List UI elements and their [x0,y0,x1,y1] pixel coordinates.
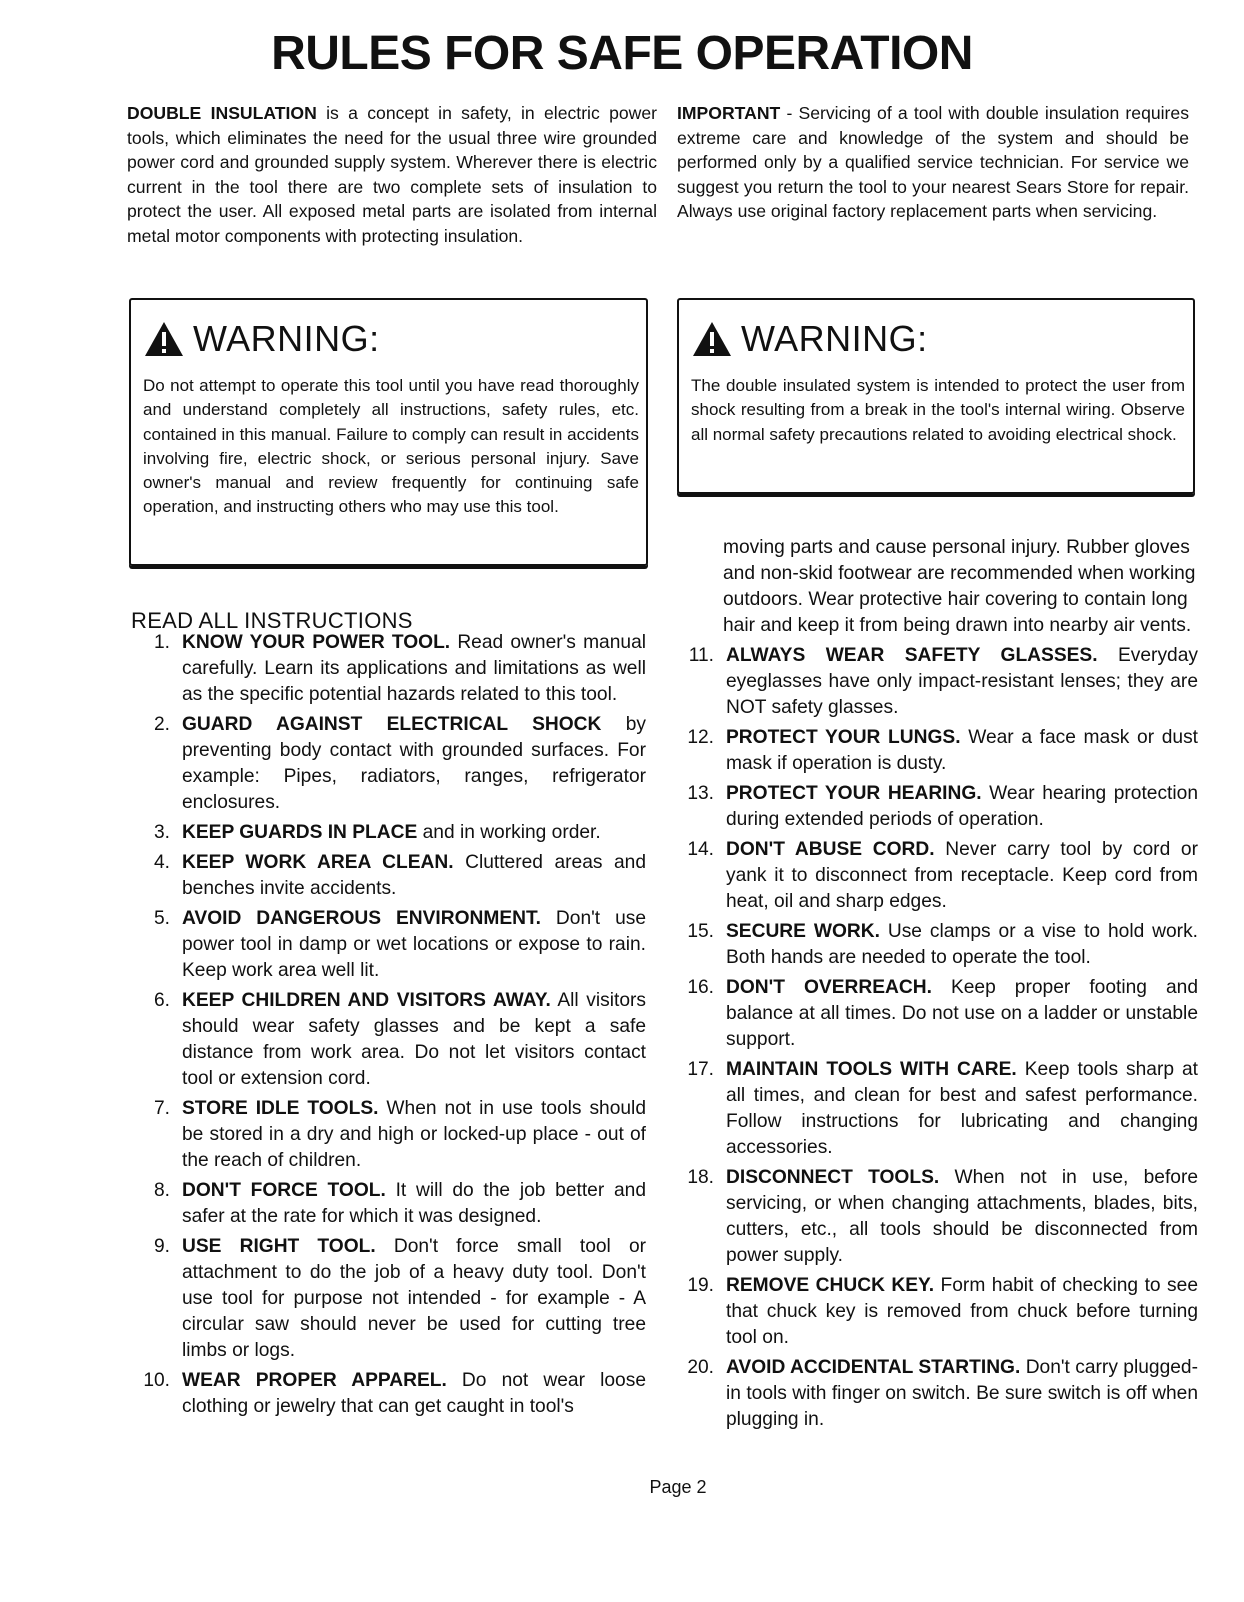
rule-body [726,781,1198,833]
rule-number: 7. [153,1098,170,1119]
warning-box-operation [129,298,648,566]
rule-lead: PROTECT YOUR LUNGS. [726,727,961,748]
rule-lead: AVOID ACCIDENTAL STARTING. [726,1357,1021,1378]
rule-text: Form habit of checking to see that chuck key is removed from chuck before turning tool on. [726,1275,1198,1348]
rule-item [676,1057,1198,1161]
rule-body [726,1355,1198,1433]
rule-item [136,850,646,902]
rule-item [136,988,646,1092]
warning-triangle-icon [143,320,185,358]
rule-body [726,1057,1198,1161]
rule-body [182,712,646,816]
rule-lead: KEEP CHILDREN AND VISITORS AWAY. [182,990,551,1011]
intro-right-text: - Servicing of a tool with double insulation requires extreme care and knowledge of the system and should be performed only by a qualified service technician. For service we suggest you return the tool to your nearest Sears Store for repair. Always use original factory replacement parts when servicing. [677,103,1189,221]
rule-lead: KNOW YOUR POWER TOOL. [182,632,451,653]
rule-number: 14. [687,839,714,860]
rule-text: Cluttered areas and benches invite accidents. [182,852,646,899]
rule-item [676,643,1198,721]
rule-body [726,837,1198,915]
rule-lead: STORE IDLE TOOLS. [182,1098,379,1119]
rule-item [136,630,646,708]
rule-number: 8. [153,1180,170,1201]
rule-text: Read owner's manual carefully. Learn its applications and limitations as well as the specific potential hazards related to this tool. [182,632,646,705]
rule-text: and in working order. [417,822,601,843]
rule-body [726,919,1198,971]
rule-item [136,906,646,984]
rule-lead: ALWAYS WEAR SAFETY GLASSES. [726,645,1098,666]
intro-double-insulation [127,101,657,248]
rule-number: 5. [153,908,170,929]
rule-item [676,919,1198,971]
rule-text: Use clamps or a vise to hold work. Both hands are needed to operate the tool. [726,921,1198,968]
rule-text: by preventing body contact with grounded surfaces. For example: Pipes, radiators, ranges, refrigerator enclosures. [182,714,646,813]
rule-number: 11. [688,645,714,666]
rule-text: Everyday eyeglasses have only impact-resistant lenses; they are NOT safety glasses. [726,645,1198,718]
rule-number: 2. [153,714,170,735]
rule-item [676,1273,1198,1351]
rule-text: Never carry tool by cord or yank it to disconnect from receptacle. Keep cord from heat, oil and sharp edges. [726,839,1198,912]
rule-body [726,1165,1198,1269]
rule-body [182,1178,646,1230]
rule-lead: WEAR PROPER APPAREL. [182,1370,447,1391]
intro-right-lead: IMPORTANT [677,103,781,123]
rule-lead: PROTECT YOUR HEARING. [726,783,982,804]
rule-lead: MAINTAIN TOOLS WITH CARE. [726,1059,1017,1080]
rule-body [182,988,646,1092]
rule-body [182,1096,646,1174]
rule-lead: DON'T FORCE TOOL. [182,1180,386,1201]
rule-item [136,1368,646,1420]
rule-number: 3. [153,822,170,843]
rule-number: 17. [687,1059,714,1080]
rule-body [726,1273,1198,1351]
rule-body [182,850,646,902]
rule-lead: AVOID DANGEROUS ENVIRONMENT. [182,908,541,929]
rule-text: Do not wear loose clothing or jewelry that can get caught in tool's [182,1370,646,1417]
warning-heading-text: WARNING: [741,318,928,359]
rule-number: 15. [687,921,714,942]
rule-item [676,1165,1198,1269]
warning-text: The double insulated system is intended to protect the user from shock resulting from a break in the tool's internal wiring. Observe all normal safety precautions related to avoiding electrical shock. [691,376,1185,444]
section-heading: READ ALL INSTRUCTIONS [131,608,413,633]
rule-text: Wear hearing protection during extended periods of operation. [726,783,1198,830]
warning-heading-text: WARNING: [193,318,380,359]
rule-item [136,1178,646,1230]
rule-text: It will do the job better and safer at the rate for which it was designed. [182,1180,646,1227]
rule-number: 1. [153,632,170,653]
page-number: Page 2 [649,1477,707,1497]
page-title: RULES FOR SAFE OPERATION [271,27,973,80]
rule-item [676,725,1198,777]
warning-heading [143,318,639,360]
rule-body [182,1368,646,1420]
rule-text: Don't force small tool or attachment to do the job of a heavy duty tool. Don't use tool for purpose not intended - for example - A circular saw should never be used for cutting tree limbs or logs. [182,1236,647,1361]
rule-lead: DON'T OVERREACH. [726,977,932,998]
rule-number: 6. [153,990,170,1011]
rule-text: Don't carry plugged-in tools with finger on switch. Be sure switch is off when plugging in. [726,1357,1198,1430]
rule-number: 12. [687,727,714,748]
rule-item [676,837,1198,915]
intro-important [677,101,1189,224]
rule-item [136,1234,646,1364]
rule-item [136,1096,646,1174]
rule-item [136,820,646,846]
rule-body [182,906,646,984]
rule-text: When not in use, before servicing, or when changing attachments, blades, bits, cutters, etc., all tools should be disconnected from power supply. [726,1167,1199,1266]
rule-body [182,630,646,708]
rule-number: 16. [687,977,714,998]
rule-number: 13. [687,783,714,804]
rule-item [136,712,646,816]
rule-item [676,781,1198,833]
rule-lead: GUARD AGAINST ELECTRICAL SHOCK [182,714,602,735]
rule-10-continued: moving parts and cause personal injury. Rubber gloves and non-skid footwear are recommended when working outdoors. Wear protective hair covering to contain long hair and keep it from being drawn into nearby air vents. [723,537,1196,636]
rule-number: 4. [153,852,170,873]
rule-number: 19. [687,1275,714,1296]
rule-text: All visitors should wear safety glasses and be kept a safe distance from work area. Do not let visitors contact tool or extension cord. [182,990,646,1089]
rule-body [726,643,1198,721]
rule-text: Keep proper footing and balance at all times. Do not use on a ladder or unstable support. [726,977,1198,1050]
rule-number: 20. [687,1357,714,1378]
warning-heading [691,318,1185,360]
rules-list-right [676,535,1198,1437]
intro-left-lead: DOUBLE INSULATION [127,103,317,123]
rule-body [182,820,646,846]
rule-item [676,1355,1198,1433]
rule-text: Keep tools sharp at all times, and clean for best and safest performance. Follow instructions for lubricating and changing accessories. [726,1059,1198,1158]
warning-box-double-insulation [677,298,1195,494]
rule-lead: KEEP GUARDS IN PLACE [182,822,418,843]
rule-text: Wear a face mask or dust mask if operation is dusty. [726,727,1198,774]
rule-lead: SECURE WORK. [726,921,880,942]
rule-text: Don't use power tool in damp or wet locations or expose to rain. Keep work area well lit. [182,908,647,981]
rule-number: 9. [153,1236,170,1257]
rules-list-left [136,630,646,1424]
rule-body [726,725,1198,777]
intro-left-text: is a concept in safety, in electric power tools, which eliminates the need for the usual three wire grounded power cord and grounded supply system. Wherever there is electric current in the tool there are two complete sets of insulation to protect the user. All exposed metal parts are isolated from internal metal motor components with protecting insulation. [127,103,657,246]
rule-lead: DON'T ABUSE CORD. [726,839,935,860]
rule-text: When not in use tools should be stored in a dry and high or locked-up place - out of the reach of children. [182,1098,646,1171]
rule-number: 10. [143,1370,170,1391]
warning-text: Do not attempt to operate this tool until you have read thoroughly and understand completely all instructions, safety rules, etc. contained in this manual. Failure to comply can result in accidents involving fire, electric shock, or serious personal injury. Save owner's manual and review frequently for continuing safe operation, and instructing others who may use this tool. [143,376,639,517]
rule-lead: REMOVE CHUCK KEY. [726,1275,935,1296]
warning-triangle-icon [691,320,733,358]
rule-body [726,975,1198,1053]
rule-lead: DISCONNECT TOOLS. [726,1167,940,1188]
rule-lead: USE RIGHT TOOL. [182,1236,376,1257]
rule-lead: KEEP WORK AREA CLEAN. [182,852,454,873]
rule-item [676,975,1198,1053]
rule-number: 18. [687,1167,714,1188]
rule-body [182,1234,646,1364]
